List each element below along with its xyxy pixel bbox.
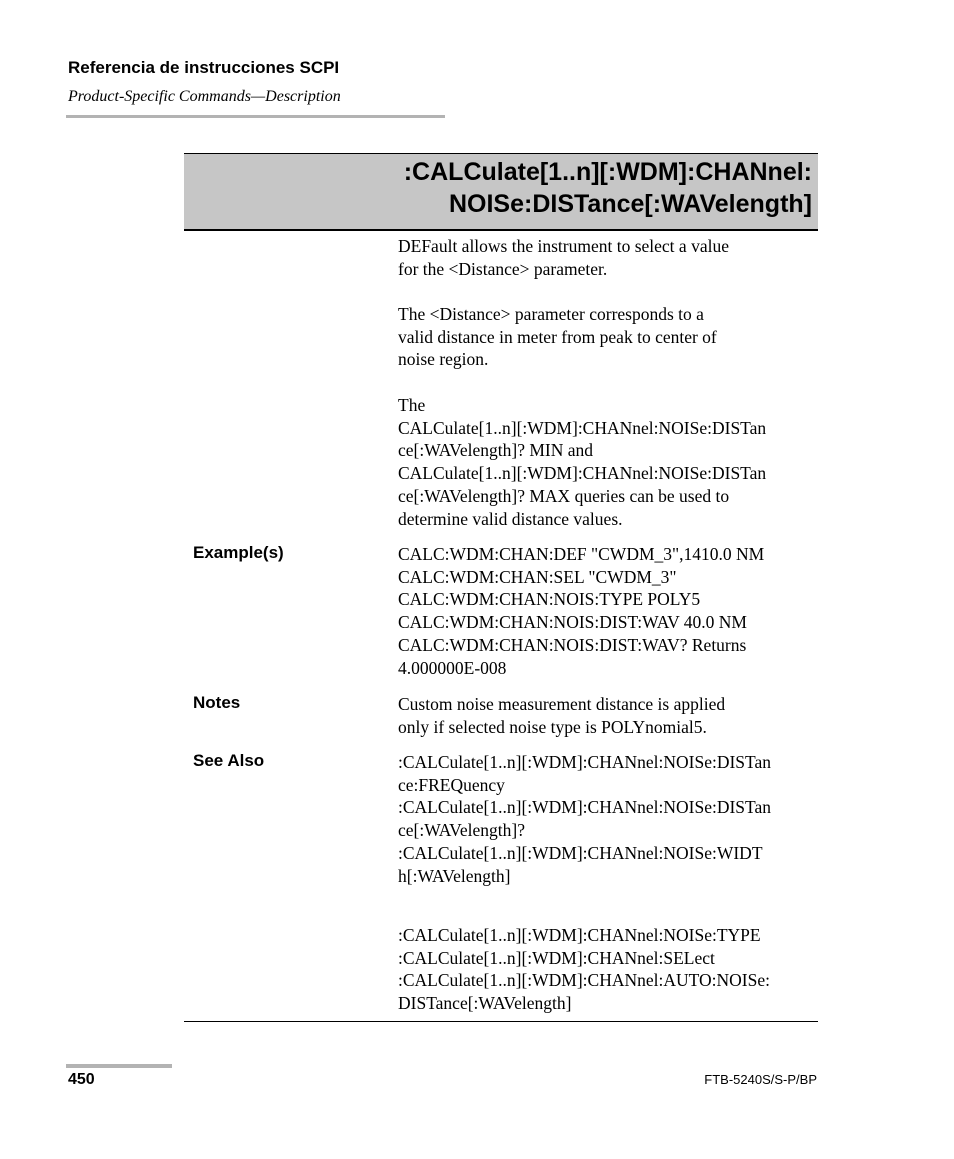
notes-text xyxy=(398,693,818,738)
text-line: CALCulate[1..n][:WDM]:CHANnel:NOISe:DISTan xyxy=(398,463,767,484)
code-line: CALC:WDM:CHAN:SEL "CWDM_3" xyxy=(398,566,677,587)
cross-reference-line: ce[:WAVelength]? xyxy=(398,820,525,841)
text-line: The <Distance> parameter corresponds to a xyxy=(398,304,704,324)
command-title-band xyxy=(184,153,818,231)
see-also-group-1 xyxy=(398,751,818,887)
cross-reference-line: DISTance[:WAVelength] xyxy=(398,993,572,1014)
see-also-label: See Also xyxy=(193,751,265,770)
text-line: The xyxy=(398,395,426,415)
text-line: determine valid distance values. xyxy=(398,508,623,529)
table-bottom-rule xyxy=(184,1021,818,1022)
description-paragraph-default xyxy=(398,235,818,280)
text-line: ce[:WAVelength]? MIN and xyxy=(398,440,594,461)
cross-reference-line: :CALCulate[1..n][:WDM]:CHANnel:NOISe:DISTan xyxy=(398,797,772,818)
running-header-title: Referencia de instrucciones SCPI xyxy=(68,58,340,77)
product-code: FTB-5240S/S-P/BP xyxy=(704,1072,817,1087)
command-title-line-1: :CALCulate[1..n][:WDM]:CHANnel: xyxy=(403,158,812,186)
examples-code-block xyxy=(398,543,818,679)
footer-rule xyxy=(66,1064,172,1068)
code-line: 4.000000E-008 xyxy=(398,657,507,678)
page-number: 450 xyxy=(68,1071,95,1088)
header-rule xyxy=(66,115,445,118)
notes-label: Notes xyxy=(193,693,241,712)
cross-reference-line: :CALCulate[1..n][:WDM]:CHANnel:AUTO:NOISe: xyxy=(398,970,770,991)
description-paragraph-distance xyxy=(398,303,818,371)
text-line: only if selected noise type is POLYnomial5. xyxy=(398,716,707,737)
text-line: ce[:WAVelength]? MAX queries can be used to xyxy=(398,485,730,506)
code-line: CALC:WDM:CHAN:NOIS:DIST:WAV? Returns xyxy=(398,634,747,655)
cross-reference-line: ce:FREQuency xyxy=(398,774,505,795)
text-line: for the <Distance> parameter. xyxy=(398,258,608,279)
cross-reference-line: h[:WAVelength] xyxy=(398,865,511,886)
code-line: CALC:WDM:CHAN:NOIS:DIST:WAV 40.0 NM xyxy=(398,612,747,633)
see-also-group-2 xyxy=(398,924,818,1015)
cross-reference-line: :CALCulate[1..n][:WDM]:CHANnel:NOISe:DISTan xyxy=(398,752,772,772)
examples-label: Example(s) xyxy=(193,543,284,562)
cross-reference-line: :CALCulate[1..n][:WDM]:CHANnel:NOISe:WIDT xyxy=(398,842,763,863)
running-header-subtitle: Product-Specific Commands—Description xyxy=(68,88,341,105)
text-line: CALCulate[1..n][:WDM]:CHANnel:NOISe:DISTan xyxy=(398,417,767,438)
code-line: CALC:WDM:CHAN:DEF "CWDM_3",1410.0 NM xyxy=(398,544,765,564)
cross-reference-line: :CALCulate[1..n][:WDM]:CHANnel:SELect xyxy=(398,947,715,968)
text-line: noise region. xyxy=(398,349,489,370)
code-line: CALC:WDM:CHAN:NOIS:TYPE POLY5 xyxy=(398,589,701,610)
cross-reference-line: :CALCulate[1..n][:WDM]:CHANnel:NOISe:TYPE xyxy=(398,925,761,945)
command-title-line-2: NOISe:DISTance[:WAVelength] xyxy=(448,190,812,218)
text-line: Custom noise measurement distance is applied xyxy=(398,694,726,714)
text-line: valid distance in meter from peak to center of xyxy=(398,326,717,347)
description-paragraph-queries xyxy=(398,394,818,530)
text-line: DEFault allows the instrument to select a value xyxy=(398,236,729,256)
